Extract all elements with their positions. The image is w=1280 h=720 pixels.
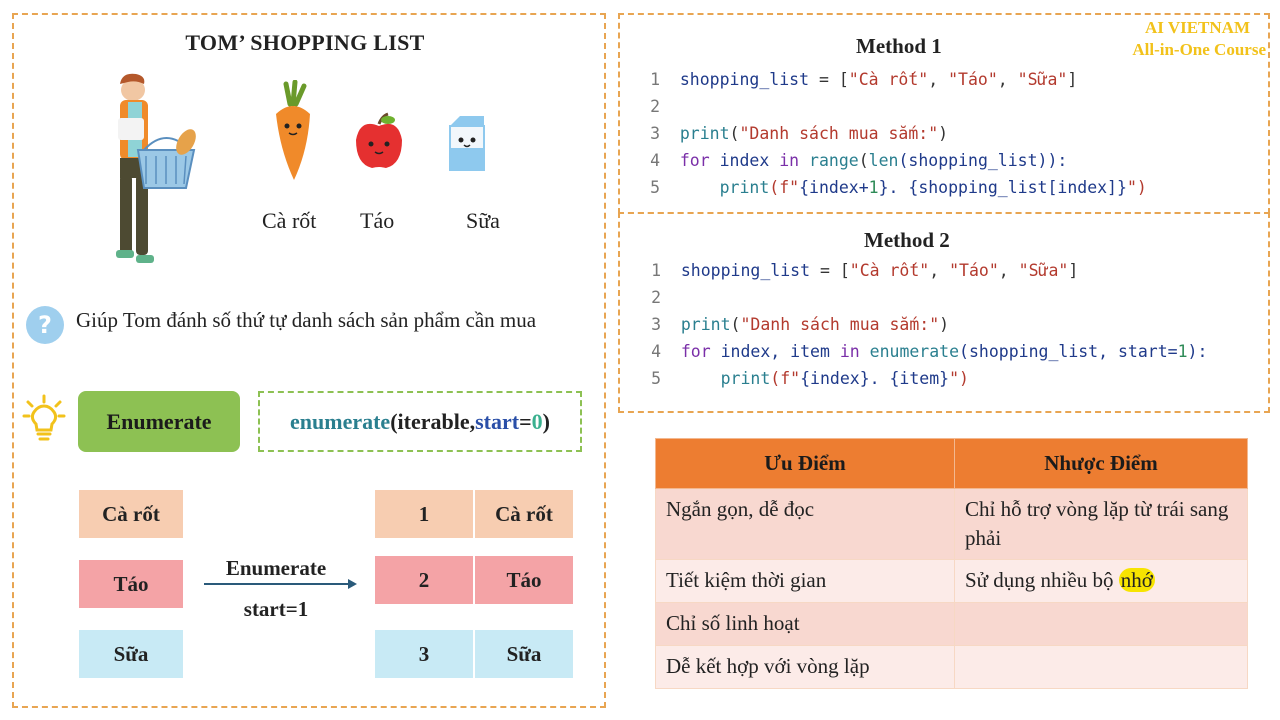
m1-code-line-4 — [640, 147, 1067, 174]
con-cell: Chỉ hỗ trợ vòng lặp từ trái sang phải — [955, 489, 1248, 560]
code-token: for — [679, 151, 710, 170]
code-token: ] — [1068, 261, 1079, 280]
code-token: (f" — [770, 369, 801, 388]
code-token: 1 — [868, 178, 879, 197]
code-token: "Danh sách mua sắm:" — [739, 124, 939, 143]
table-row — [656, 560, 1248, 603]
code-token: , — [928, 70, 949, 89]
pro-cell: Chỉ số linh hoạt — [656, 603, 955, 646]
code-token: "Danh sách mua sắm:" — [740, 315, 940, 334]
code-token: for — [680, 342, 711, 361]
code-token: len — [868, 151, 899, 170]
header-pros: Ưu Điểm — [656, 439, 955, 489]
code-token: (f" — [769, 178, 800, 197]
output-item-1: Cà rốt — [475, 490, 573, 538]
code-token: shopping_list — [679, 70, 810, 89]
code-token: ( — [729, 124, 740, 143]
m1-code-line-2 — [640, 93, 660, 120]
code-token: ] — [1067, 70, 1078, 89]
code-token: "Táo" — [949, 261, 999, 280]
code-token: (shopping_list, start= — [959, 342, 1178, 361]
lightbulb-icon — [22, 394, 66, 444]
line-number: 5 — [650, 178, 660, 197]
line-number: 1 — [650, 70, 660, 89]
pros-cons-table — [655, 438, 1248, 689]
code-token: {index}. {item} — [800, 369, 950, 388]
code-token: "Táo" — [948, 70, 998, 89]
sig-keyword: start — [475, 408, 520, 434]
line-number: 3 — [651, 315, 661, 334]
table-row — [656, 489, 1248, 560]
con-cell — [955, 560, 1248, 603]
m2-code-line-2 — [641, 284, 661, 311]
code-token: ( — [858, 151, 869, 170]
question-icon: ? — [26, 306, 64, 344]
sig-param: iterable, — [397, 408, 476, 434]
code-token — [860, 342, 870, 361]
sig-close: ) — [542, 408, 550, 434]
code-token: enumerate — [869, 342, 960, 361]
code-token: ) — [939, 315, 950, 334]
code-token: ") — [949, 369, 969, 388]
pro-cell: Ngắn gọn, dễ đọc — [656, 489, 955, 560]
code-token: print — [679, 124, 730, 143]
output-item-2: Táo — [475, 556, 573, 604]
line-number: 5 — [651, 369, 661, 388]
m1-code-line-5 — [640, 174, 1147, 201]
table-header-row — [656, 439, 1248, 489]
arrow-label: Enumerate — [225, 556, 327, 580]
code-token: 1 — [1177, 342, 1188, 361]
carrot-icon — [268, 80, 318, 185]
code-token: , — [929, 261, 950, 280]
input-item-carrot: Cà rốt — [79, 490, 183, 538]
line-number: 2 — [650, 97, 660, 116]
input-item-apple: Táo — [79, 560, 183, 608]
m2-code-line-3 — [641, 311, 949, 338]
code-token: ) — [938, 124, 949, 143]
output-item-3: Sữa — [475, 630, 573, 678]
con-text: Sử dụng nhiều bộ — [965, 568, 1119, 592]
code-token: print — [680, 315, 731, 334]
pro-cell: Dễ kết hợp với vòng lặp — [656, 646, 955, 689]
sig-function: enumerate — [290, 408, 391, 434]
brand-name: AI VIETNAM — [1144, 18, 1250, 37]
output-index-3: 3 — [375, 630, 473, 678]
code-token: range — [809, 151, 859, 170]
line-number: 4 — [651, 342, 661, 361]
arrow-sublabel: start=1 — [243, 597, 309, 621]
product-label-milk: Sữa — [466, 208, 500, 233]
code-token: "Sữa" — [1017, 70, 1068, 89]
method1-title: Method 1 — [856, 34, 942, 58]
code-token: {index+ — [799, 178, 869, 197]
code-token: ( — [730, 315, 741, 334]
code-token: "Cà rốt" — [849, 261, 930, 280]
code-token: in — [779, 151, 800, 170]
m2-code-line-5 — [641, 365, 969, 392]
m1-code-line-1 — [640, 66, 1077, 93]
question-text: Giúp Tom đánh số thứ tự danh sách sản phẩm cần mua — [76, 308, 537, 332]
code-token: ") — [1126, 178, 1147, 197]
enumerate-signature — [258, 391, 582, 452]
page-title: TOM’ SHOPPING LIST — [185, 30, 425, 55]
line-number: 3 — [650, 124, 660, 143]
code-token — [799, 151, 809, 170]
m2-code-line-4 — [641, 338, 1207, 365]
arrow-right-icon — [204, 576, 358, 592]
milk-carton-icon — [442, 112, 492, 174]
m1-code-line-3 — [640, 120, 948, 147]
code-token: (shopping_list)): — [898, 151, 1068, 170]
shopper-illustration — [100, 70, 210, 280]
line-number: 2 — [651, 288, 661, 307]
sig-open: ( — [390, 408, 398, 434]
code-token: print — [680, 369, 771, 388]
code-token: , — [998, 261, 1019, 280]
pro-cell: Tiết kiệm thời gian — [656, 560, 955, 603]
code-token: in — [839, 342, 860, 361]
con-cell — [955, 603, 1248, 646]
input-item-milk: Sữa — [79, 630, 183, 678]
sig-number: 0 — [531, 408, 543, 434]
apple-icon — [352, 112, 406, 172]
output-index-1: 1 — [375, 490, 473, 538]
header-cons: Nhược Điểm — [955, 439, 1248, 489]
code-token: "Cà rốt" — [848, 70, 929, 89]
method2-title: Method 2 — [864, 228, 950, 252]
code-token: index, item — [710, 342, 840, 361]
table-row — [656, 603, 1248, 646]
con-cell — [955, 646, 1248, 689]
product-label-carrot: Cà rốt — [262, 208, 317, 233]
code-token: print — [679, 178, 770, 197]
product-label-apple: Táo — [360, 208, 395, 233]
sig-eq: = — [519, 408, 532, 434]
line-number: 4 — [650, 151, 660, 170]
code-token: "Sữa" — [1018, 261, 1069, 280]
table-row — [656, 646, 1248, 689]
code-token: = [ — [809, 70, 849, 89]
m2-code-line-1 — [641, 257, 1078, 284]
brand-course: All-in-One Course — [1132, 40, 1266, 59]
line-number: 1 — [651, 261, 661, 280]
code-token: }. {shopping_list[index]} — [878, 178, 1127, 197]
code-token: ): — [1187, 342, 1208, 361]
enumerate-badge: Enumerate — [78, 391, 240, 452]
code-token: index — [709, 151, 780, 170]
highlighted-word: nhớ — [1120, 568, 1153, 592]
code-token: shopping_list — [680, 261, 811, 280]
output-index-2: 2 — [375, 556, 473, 604]
code-token: , — [997, 70, 1018, 89]
code-token: = [ — [810, 261, 850, 280]
